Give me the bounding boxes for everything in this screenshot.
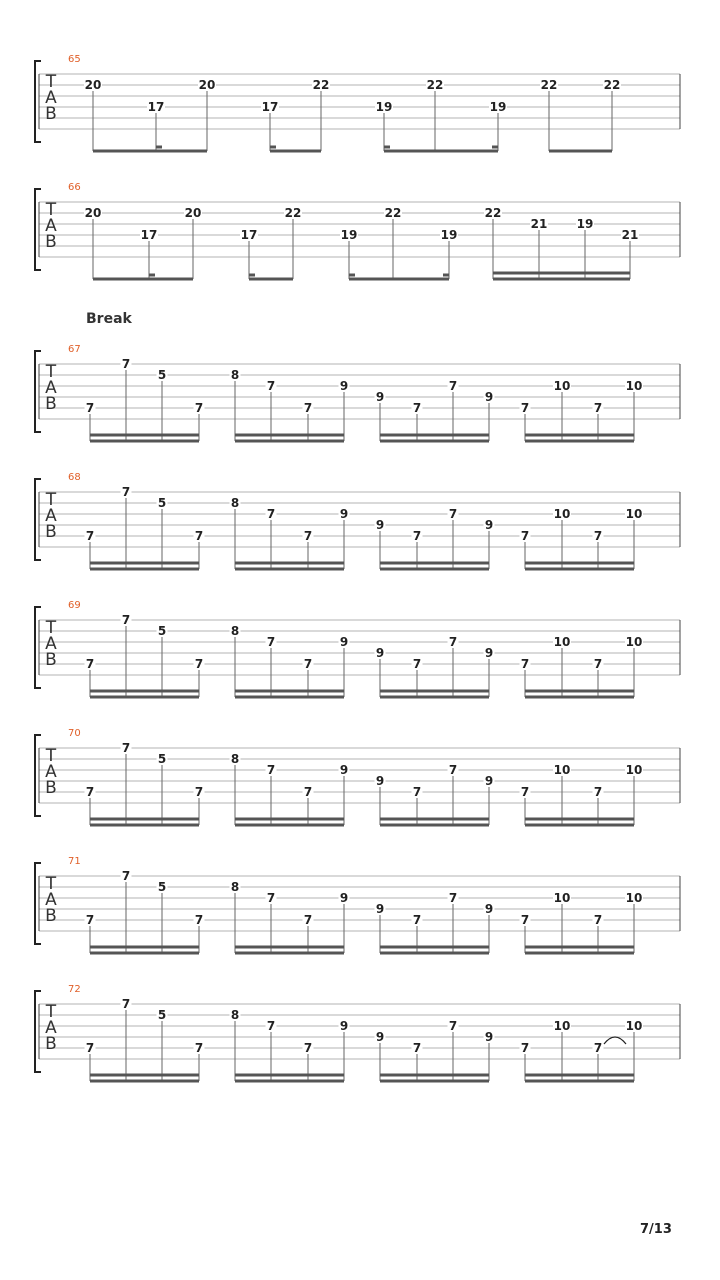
beam <box>380 434 489 437</box>
fret-number: 7 <box>448 1019 458 1033</box>
fret-number: 7 <box>85 913 95 927</box>
beam <box>525 568 634 571</box>
beam <box>90 952 199 955</box>
fret-number: 10 <box>553 635 571 649</box>
fret-number: 7 <box>194 401 204 415</box>
fret-number: 7 <box>412 785 422 799</box>
beam <box>493 272 630 275</box>
partial-beam <box>249 274 255 277</box>
tab-clef-letter: A <box>45 762 57 782</box>
fret-number: 7 <box>266 635 276 649</box>
fret-number: 5 <box>157 624 167 638</box>
fret-number: 5 <box>157 752 167 766</box>
fret-number: 7 <box>194 1041 204 1055</box>
fret-number: 7 <box>194 657 204 671</box>
fret-number: 7 <box>194 785 204 799</box>
measure-number: 66 <box>68 182 81 193</box>
beam <box>90 1080 199 1083</box>
fret-number: 20 <box>84 78 102 92</box>
fret-number: 7 <box>121 613 131 627</box>
beam <box>349 278 449 281</box>
fret-number: 22 <box>312 78 330 92</box>
fret-number: 7 <box>85 1041 95 1055</box>
fret-number: 7 <box>520 785 530 799</box>
beam <box>90 818 199 821</box>
fret-number: 5 <box>157 1008 167 1022</box>
fret-number: 9 <box>484 774 494 788</box>
tab-clef-letter: B <box>45 650 57 670</box>
fret-number: 7 <box>303 657 313 671</box>
beam <box>380 696 489 699</box>
partial-beam <box>349 274 355 277</box>
fret-number: 7 <box>303 401 313 415</box>
beam <box>90 568 199 571</box>
fret-number: 7 <box>448 507 458 521</box>
partial-beam <box>270 146 276 149</box>
fret-number: 7 <box>412 913 422 927</box>
beam <box>235 818 344 821</box>
beam <box>90 440 199 443</box>
fret-number: 9 <box>484 390 494 404</box>
fret-number: 7 <box>520 1041 530 1055</box>
fret-number: 9 <box>339 507 349 521</box>
beam <box>525 440 634 443</box>
beam <box>90 696 199 699</box>
fret-number: 17 <box>240 228 258 242</box>
fret-number: 8 <box>230 624 240 638</box>
fret-number: 20 <box>198 78 216 92</box>
fret-number: 8 <box>230 368 240 382</box>
beam <box>380 568 489 571</box>
tab-system-71 <box>35 856 680 955</box>
fret-number: 7 <box>85 529 95 543</box>
fret-number: 8 <box>230 1008 240 1022</box>
tab-clef-letter: A <box>45 506 57 526</box>
fret-number: 10 <box>553 507 571 521</box>
fret-number: 9 <box>484 518 494 532</box>
system-bracket <box>35 607 41 688</box>
fret-number: 9 <box>484 646 494 660</box>
fret-number: 8 <box>230 496 240 510</box>
beam <box>93 278 193 281</box>
fret-number: 7 <box>520 657 530 671</box>
fret-number: 19 <box>375 100 393 114</box>
fret-number: 7 <box>121 869 131 883</box>
fret-number: 7 <box>85 401 95 415</box>
beam <box>249 278 293 281</box>
fret-number: 9 <box>339 891 349 905</box>
beam <box>380 1074 489 1077</box>
fret-number: 10 <box>625 379 643 393</box>
fret-number: 10 <box>625 507 643 521</box>
fret-number: 10 <box>553 891 571 905</box>
partial-beam <box>443 274 449 277</box>
beam <box>235 952 344 955</box>
tab-clef-letter: B <box>45 104 57 124</box>
tab-system-65 <box>35 54 680 153</box>
fret-number: 7 <box>266 379 276 393</box>
fret-number: 9 <box>375 774 385 788</box>
fret-number: 19 <box>340 228 358 242</box>
fret-number: 10 <box>625 763 643 777</box>
tab-clef-letter: T <box>45 200 57 220</box>
fret-number: 7 <box>85 785 95 799</box>
fret-number: 17 <box>261 100 279 114</box>
system-bracket <box>35 735 41 816</box>
fret-number: 7 <box>593 401 603 415</box>
fret-number: 7 <box>520 401 530 415</box>
fret-number: 7 <box>593 657 603 671</box>
tab-clef-letter: T <box>45 490 57 510</box>
fret-number: 7 <box>266 891 276 905</box>
fret-number: 21 <box>621 228 639 242</box>
beam <box>525 690 634 693</box>
fret-number: 5 <box>157 368 167 382</box>
beam <box>525 562 634 565</box>
fret-number: 22 <box>384 206 402 220</box>
tab-clef-letter: B <box>45 394 57 414</box>
beam <box>235 440 344 443</box>
fret-number: 10 <box>625 1019 643 1033</box>
measure-number: 70 <box>68 728 81 739</box>
fret-number: 7 <box>303 1041 313 1055</box>
beam <box>235 434 344 437</box>
tab-clef-letter: B <box>45 778 57 798</box>
measure-number: 71 <box>68 856 81 867</box>
tab-clef-letter: B <box>45 1034 57 1054</box>
partial-beam <box>156 146 162 149</box>
fret-number: 7 <box>121 357 131 371</box>
fret-number: 7 <box>266 763 276 777</box>
system-bracket <box>35 351 41 432</box>
fret-number: 7 <box>121 741 131 755</box>
fret-number: 7 <box>520 529 530 543</box>
fret-number: 21 <box>530 217 548 231</box>
fret-number: 10 <box>625 635 643 649</box>
fret-number: 17 <box>147 100 165 114</box>
fret-number: 7 <box>448 763 458 777</box>
beam <box>525 1074 634 1077</box>
beam <box>380 824 489 827</box>
fret-number: 9 <box>339 635 349 649</box>
beam <box>380 562 489 565</box>
beam <box>380 440 489 443</box>
fret-number: 9 <box>339 763 349 777</box>
tab-system-67 <box>35 344 680 443</box>
fret-number: 10 <box>553 379 571 393</box>
fret-number: 7 <box>593 913 603 927</box>
beam <box>380 952 489 955</box>
fret-number: 7 <box>303 529 313 543</box>
system-bracket <box>35 189 41 270</box>
beam <box>235 696 344 699</box>
fret-number: 22 <box>426 78 444 92</box>
measure-number: 69 <box>68 600 81 611</box>
beam <box>380 690 489 693</box>
measure-number: 67 <box>68 344 81 355</box>
fret-number: 7 <box>448 891 458 905</box>
tab-clef-letter: A <box>45 1018 57 1038</box>
fret-number: 7 <box>412 1041 422 1055</box>
fret-number: 17 <box>140 228 158 242</box>
tab-clef-letter: A <box>45 216 57 236</box>
fret-number: 7 <box>303 785 313 799</box>
section-label-break: Break <box>86 311 132 327</box>
fret-number: 7 <box>593 529 603 543</box>
fret-number: 10 <box>625 891 643 905</box>
tab-clef-letter: T <box>45 746 57 766</box>
fret-number: 20 <box>84 206 102 220</box>
fret-number: 9 <box>339 1019 349 1033</box>
fret-number: 5 <box>157 880 167 894</box>
beam <box>525 818 634 821</box>
fret-number: 10 <box>553 1019 571 1033</box>
measure-number: 68 <box>68 472 81 483</box>
tab-clef-letter: T <box>45 874 57 894</box>
fret-number: 7 <box>593 785 603 799</box>
beam <box>90 562 199 565</box>
measure-number: 72 <box>68 984 81 995</box>
tab-clef-letter: B <box>45 906 57 926</box>
beam <box>90 434 199 437</box>
partial-beam <box>492 146 498 149</box>
beam <box>384 150 498 153</box>
beam <box>549 150 612 153</box>
fret-number: 9 <box>339 379 349 393</box>
fret-number: 7 <box>303 913 313 927</box>
fret-number: 8 <box>230 752 240 766</box>
tab-clef-letter: A <box>45 634 57 654</box>
fret-number: 9 <box>484 1030 494 1044</box>
beam <box>525 1080 634 1083</box>
fret-number: 5 <box>157 496 167 510</box>
tab-clef-letter: T <box>45 362 57 382</box>
beam <box>525 696 634 699</box>
fret-number: 9 <box>375 518 385 532</box>
beam <box>93 150 207 153</box>
beam <box>235 690 344 693</box>
fret-number: 7 <box>412 401 422 415</box>
fret-number: 22 <box>484 206 502 220</box>
tab-clef-letter: A <box>45 378 57 398</box>
fret-number: 7 <box>448 635 458 649</box>
fret-number: 10 <box>553 763 571 777</box>
beam <box>235 568 344 571</box>
tab-system-69 <box>35 600 680 699</box>
beam <box>380 946 489 949</box>
beam <box>90 824 199 827</box>
fret-number: 20 <box>184 206 202 220</box>
fret-number: 7 <box>593 1041 603 1055</box>
fret-number: 19 <box>489 100 507 114</box>
beam <box>90 690 199 693</box>
beam <box>380 1080 489 1083</box>
fret-number: 9 <box>484 902 494 916</box>
fret-number: 7 <box>412 529 422 543</box>
fret-number: 7 <box>520 913 530 927</box>
beam <box>380 818 489 821</box>
fret-number: 7 <box>121 485 131 499</box>
fret-number: 7 <box>194 913 204 927</box>
tab-clef-letter: B <box>45 232 57 252</box>
beam <box>525 946 634 949</box>
fret-number: 19 <box>576 217 594 231</box>
tab-system-72 <box>35 984 680 1083</box>
measure-number: 65 <box>68 54 81 65</box>
tab-clef-letter: A <box>45 890 57 910</box>
beam <box>235 946 344 949</box>
fret-number: 8 <box>230 880 240 894</box>
tab-clef-letter: B <box>45 522 57 542</box>
beam <box>90 1074 199 1077</box>
fret-number: 9 <box>375 1030 385 1044</box>
fret-number: 7 <box>121 997 131 1011</box>
beam <box>235 1074 344 1077</box>
tab-system-68 <box>35 472 680 571</box>
fret-number: 22 <box>603 78 621 92</box>
fret-number: 22 <box>540 78 558 92</box>
tab-clef-letter: T <box>45 1002 57 1022</box>
fret-number: 19 <box>440 228 458 242</box>
beam <box>525 824 634 827</box>
beam <box>90 946 199 949</box>
tab-clef-letter: A <box>45 88 57 108</box>
fret-number: 7 <box>85 657 95 671</box>
beam <box>235 562 344 565</box>
beam <box>493 278 630 281</box>
fret-number: 9 <box>375 646 385 660</box>
partial-beam <box>384 146 390 149</box>
system-bracket <box>35 479 41 560</box>
fret-number: 7 <box>412 657 422 671</box>
fret-number: 9 <box>375 902 385 916</box>
fret-number: 9 <box>375 390 385 404</box>
tab-clef-letter: T <box>45 72 57 92</box>
beam <box>235 1080 344 1083</box>
tab-system-70 <box>35 728 680 827</box>
beam <box>235 824 344 827</box>
tab-clef-letter: T <box>45 618 57 638</box>
fret-number: 7 <box>448 379 458 393</box>
beam <box>525 434 634 437</box>
system-bracket <box>35 991 41 1072</box>
partial-beam <box>149 274 155 277</box>
fret-number: 7 <box>194 529 204 543</box>
beam <box>525 952 634 955</box>
system-bracket <box>35 863 41 944</box>
system-bracket <box>35 61 41 142</box>
fret-number: 7 <box>266 1019 276 1033</box>
fret-number: 22 <box>284 206 302 220</box>
fret-number: 7 <box>266 507 276 521</box>
tie-arc <box>604 1037 626 1044</box>
beam <box>270 150 321 153</box>
page-number: 7/13 <box>640 1222 672 1237</box>
tab-system-66 <box>35 182 680 281</box>
